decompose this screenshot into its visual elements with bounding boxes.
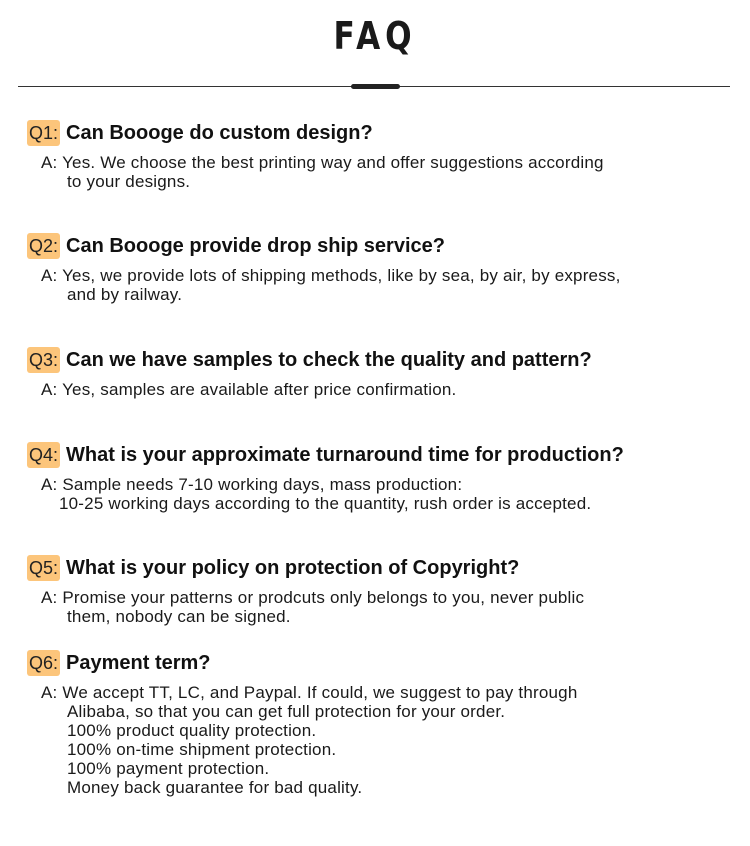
faq-item-4 [27, 441, 727, 513]
answer-line: Alibaba, so that you can get full protection for your order. [67, 702, 506, 721]
question-text: Payment term? [66, 651, 211, 674]
question-text: Can Boooge provide drop ship service? [66, 234, 445, 257]
answer-line: A: Yes. We choose the best printing way and offer suggestions according [41, 153, 604, 172]
answer-line: 100% payment protection. [67, 759, 270, 778]
question-row [27, 554, 727, 582]
page-title: FAQ [333, 14, 417, 58]
question-row [27, 441, 727, 469]
answer-line: A: We accept TT, LC, and Paypal. If could, we suggest to pay through [41, 683, 578, 702]
answer-line: and by railway. [67, 285, 183, 304]
answer [41, 153, 727, 191]
question-badge: Q1: [27, 120, 60, 146]
question-badge: Q4: [27, 442, 60, 468]
question-badge: Q2: [27, 233, 60, 259]
question-badge: Q6: [27, 650, 60, 676]
answer [41, 588, 727, 626]
faq-item-3 [27, 346, 727, 399]
question-row [27, 232, 727, 260]
faq-item-2 [27, 232, 727, 304]
answer-line: A: Sample needs 7-10 working days, mass production: [41, 475, 463, 494]
answer [41, 380, 727, 399]
faq-item-6 [27, 649, 727, 797]
answer-line: them, nobody can be signed. [67, 607, 291, 626]
question-text: What is your approximate turnaround time for production? [66, 443, 624, 466]
answer-line: A: Promise your patterns or prodcuts only belongs to you, never public [41, 588, 585, 607]
title-divider-accent [351, 84, 400, 89]
question-badge: Q3: [27, 347, 60, 373]
question-row [27, 346, 727, 374]
faq-item-5 [27, 554, 727, 626]
faq-item-1 [27, 119, 727, 191]
answer-line: 10-25 working days according to the quantity, rush order is accepted. [59, 494, 592, 513]
question-row [27, 119, 727, 147]
answer [41, 475, 727, 513]
answer-line: 100% product quality protection. [67, 721, 317, 740]
answer-line: 100% on-time shipment protection. [67, 740, 337, 759]
question-text: Can Boooge do custom design? [66, 121, 373, 144]
question-text: What is your policy on protection of Copyright? [66, 556, 520, 579]
question-row [27, 649, 727, 677]
answer-line: A: Yes, samples are available after price confirmation. [41, 380, 457, 399]
answer [41, 683, 727, 797]
answer-line: to your designs. [67, 172, 191, 191]
question-badge: Q5: [27, 555, 60, 581]
answer-line: A: Yes, we provide lots of shipping methods, like by sea, by air, by express, [41, 266, 621, 285]
answer [41, 266, 727, 304]
question-text: Can we have samples to check the quality and pattern? [66, 348, 592, 371]
answer-line: Money back guarantee for bad quality. [67, 778, 363, 797]
